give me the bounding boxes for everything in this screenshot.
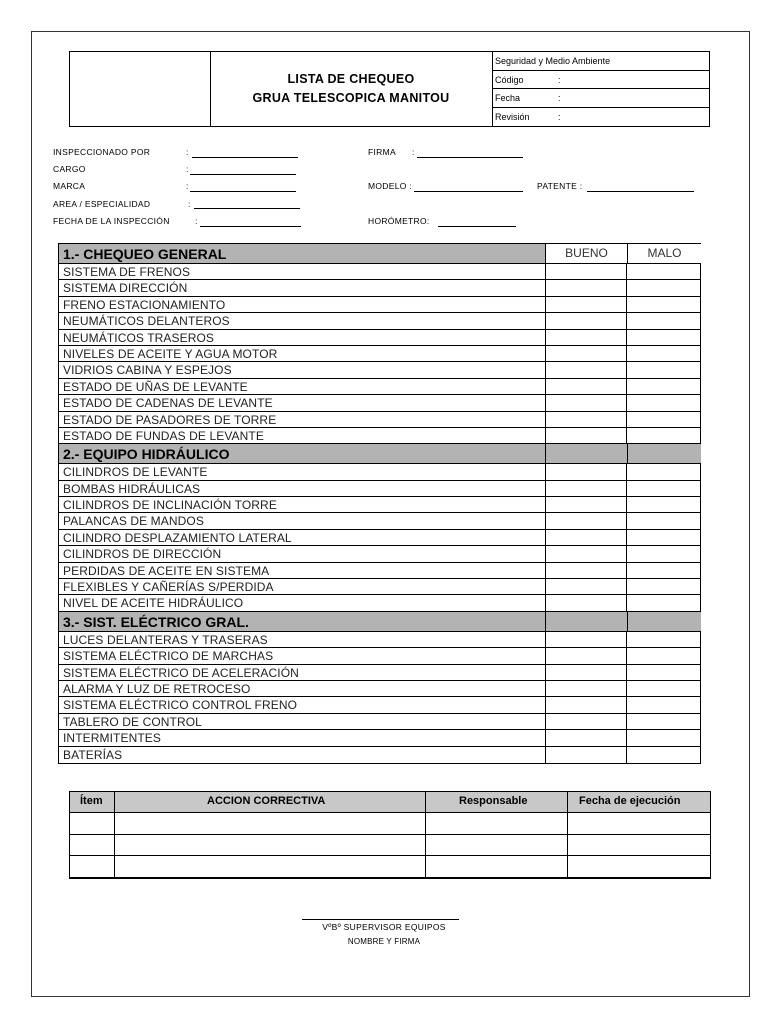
field-horometro[interactable] — [438, 226, 516, 227]
column-malo — [627, 444, 701, 463]
malo-checkbox[interactable] — [626, 330, 701, 345]
checklist-item-label: FLEXIBLES Y CAÑERÍAS S/PERDIDA — [63, 580, 274, 595]
malo-checkbox[interactable] — [626, 497, 701, 512]
checklist-row — [59, 428, 700, 444]
checklist-item-label: SISTEMA ELÉCTRICO DE ACELERACIÓN — [63, 665, 299, 680]
bueno-checkbox[interactable] — [545, 579, 626, 594]
malo-checkbox[interactable] — [626, 648, 701, 663]
bueno-checkbox[interactable] — [545, 595, 626, 610]
malo-checkbox[interactable] — [626, 546, 701, 561]
field-fecha-inspeccion[interactable] — [200, 226, 301, 227]
checklist-item-label: SISTEMA DIRECCIÓN — [63, 281, 188, 296]
malo-checkbox[interactable] — [626, 697, 701, 712]
malo-checkbox[interactable] — [626, 412, 701, 427]
checklist-row — [59, 313, 700, 329]
checklist-row — [59, 412, 700, 428]
checklist-row — [59, 665, 700, 681]
bueno-checkbox[interactable] — [545, 497, 626, 512]
checklist-item-label: CILINDROS DE DIRECCIÓN — [63, 547, 222, 562]
checklist-item-label: ESTADO DE UÑAS DE LEVANTE — [63, 379, 248, 394]
checklist-row — [59, 648, 700, 664]
malo-checkbox[interactable] — [626, 346, 701, 361]
field-area[interactable] — [194, 208, 300, 209]
checklist-item-label: CILINDRO DESPLAZAMIENTO LATERAL — [63, 530, 292, 545]
malo-checkbox[interactable] — [626, 297, 701, 312]
column-malo — [627, 612, 701, 631]
action-table-row[interactable] — [70, 856, 710, 878]
checklist-item-label: NIVELES DE ACEITE Y AGUA MOTOR — [63, 346, 278, 361]
malo-checkbox[interactable] — [626, 595, 701, 610]
title-line-2: GRUA TELESCOPICA MANITOU — [252, 91, 450, 105]
label-horometro: HORÓMETRO: — [368, 216, 430, 226]
checklist-item-label: FRENO ESTACIONAMIENTO — [63, 297, 226, 312]
checklist-row — [59, 714, 700, 730]
malo-checkbox[interactable] — [626, 513, 701, 528]
bueno-checkbox[interactable] — [545, 563, 626, 578]
checklist-item-label: NEUMÁTICOS DELANTEROS — [63, 314, 230, 329]
colon: : — [186, 181, 189, 191]
malo-checkbox[interactable] — [626, 632, 701, 647]
malo-checkbox[interactable] — [626, 714, 701, 729]
column-bueno — [545, 612, 628, 631]
checklist-item-label: TABLERO DE CONTROL — [63, 714, 202, 729]
checklist-row — [59, 330, 700, 346]
bueno-checkbox[interactable] — [545, 648, 626, 663]
column-bueno: BUENO — [545, 244, 628, 263]
checklist-section-header — [59, 244, 700, 264]
malo-checkbox[interactable] — [626, 530, 701, 545]
checklist-section-header — [59, 612, 700, 632]
checklist-item-label: VIDRIOS CABINA Y ESPEJOS — [63, 363, 232, 378]
checklist-row — [59, 297, 700, 313]
meta-department: Seguridad y Medio Ambiente — [492, 52, 709, 71]
header-item: Ítem — [80, 795, 103, 807]
colon: : — [195, 216, 198, 226]
bueno-checkbox[interactable] — [545, 362, 626, 377]
corrective-action-table — [69, 791, 711, 879]
bueno-checkbox[interactable] — [545, 665, 626, 680]
malo-checkbox[interactable] — [626, 481, 701, 496]
header-accion-correctiva: ACCION CORRECTIVA — [207, 795, 326, 807]
bueno-checkbox[interactable] — [545, 330, 626, 345]
field-patente[interactable] — [587, 191, 694, 192]
colon: : — [412, 147, 415, 157]
checklist-row — [59, 632, 700, 648]
checklist-item-label: BOMBAS HIDRÁULICAS — [63, 481, 201, 496]
checklist-item-label: ESTADO DE PASADORES DE TORRE — [63, 412, 277, 427]
bueno-checkbox[interactable] — [545, 313, 626, 328]
header-fecha-ejecucion: Fecha de ejecución — [579, 795, 681, 807]
column-malo: MALO — [627, 244, 701, 263]
label-cargo: CARGO — [53, 164, 86, 174]
checklist-row — [59, 563, 700, 579]
signature-subtitle: NOMBRE Y FIRMA — [347, 937, 421, 946]
bueno-checkbox[interactable] — [545, 428, 626, 443]
checklist-item-label: ESTADO DE FUNDAS DE LEVANTE — [63, 428, 264, 443]
column-divider — [567, 792, 568, 878]
header-responsable: Responsable — [459, 795, 528, 807]
checklist-item-label: SISTEMA ELÉCTRICO DE MARCHAS — [63, 649, 274, 664]
malo-checkbox[interactable] — [626, 665, 701, 680]
column-divider — [114, 792, 115, 878]
label-modelo: MODELO : — [368, 181, 412, 191]
bueno-checkbox[interactable] — [545, 297, 626, 312]
malo-checkbox[interactable] — [626, 395, 701, 410]
label-inspeccionado-por: INSPECCIONADO POR — [53, 147, 151, 157]
checklist-row — [59, 697, 700, 713]
bueno-checkbox[interactable] — [545, 395, 626, 410]
bueno-checkbox[interactable] — [545, 681, 626, 696]
checklist-row — [59, 280, 700, 296]
meta-revision: Revisión : — [495, 111, 561, 122]
malo-checkbox[interactable] — [626, 264, 701, 279]
checklist-row — [59, 264, 700, 280]
section-title: 2.- EQUIPO HIDRÁULICO — [63, 446, 230, 463]
checklist-table — [58, 243, 701, 764]
checklist-row — [59, 497, 700, 513]
checklist-item-label: LUCES DELANTERAS Y TRASERAS — [63, 632, 268, 647]
checklist-section-header — [59, 444, 700, 464]
bueno-checkbox[interactable] — [545, 379, 626, 394]
checklist-item-label: NIVEL DE ACEITE HIDRÁULICO — [63, 596, 244, 611]
checklist-row — [59, 481, 700, 497]
checklist-item-label: CILINDROS DE INCLINACIÓN TORRE — [63, 498, 277, 513]
section-title: 1.- CHEQUEO GENERAL — [63, 246, 227, 262]
checklist-item-label: SISTEMA ELÉCTRICO CONTROL FRENO — [63, 698, 298, 713]
bueno-checkbox[interactable] — [545, 412, 626, 427]
malo-checkbox[interactable] — [626, 681, 701, 696]
colon: : — [188, 199, 191, 209]
checklist-item-label: SISTEMA DE FRENOS — [63, 265, 191, 279]
bueno-checkbox[interactable] — [545, 530, 626, 545]
checklist-row — [59, 530, 700, 546]
field-modelo[interactable] — [414, 191, 523, 192]
colon: : — [186, 147, 189, 157]
label-marca: MARCA — [53, 181, 86, 191]
meta-codigo: Código : — [492, 71, 709, 90]
column-divider — [425, 792, 426, 878]
checklist-item-label: PERDIDAS DE ACEITE EN SISTEMA — [63, 563, 270, 578]
checklist-row — [59, 362, 700, 378]
bueno-checkbox[interactable] — [545, 346, 626, 361]
action-table-row[interactable] — [70, 813, 710, 835]
bueno-checkbox[interactable] — [545, 730, 626, 745]
bueno-checkbox[interactable] — [545, 697, 626, 712]
document-title — [210, 52, 493, 126]
checklist-row — [59, 595, 700, 611]
checklist-item-label: PALANCAS DE MANDOS — [63, 514, 204, 529]
column-bueno — [545, 444, 628, 463]
meta-fecha: Fecha : — [492, 89, 709, 108]
checklist-row — [59, 379, 700, 395]
field-inspeccionado-por[interactable] — [192, 157, 298, 158]
label-patente: PATENTE : — [537, 181, 583, 191]
malo-checkbox[interactable] — [626, 464, 701, 479]
label-area: AREA / ESPECIALIDAD — [53, 199, 151, 209]
bueno-checkbox[interactable] — [545, 264, 626, 279]
signature-line[interactable] — [302, 919, 459, 920]
bueno-checkbox[interactable] — [545, 747, 626, 763]
malo-checkbox[interactable] — [626, 379, 701, 394]
checklist-row — [59, 579, 700, 595]
logo-box — [70, 52, 211, 126]
malo-checkbox[interactable] — [626, 313, 701, 328]
checklist-row — [59, 395, 700, 411]
action-table-header — [70, 792, 710, 813]
checklist-row — [59, 730, 700, 746]
colon: : — [186, 164, 189, 174]
bueno-checkbox[interactable] — [545, 513, 626, 528]
title-line-1: LISTA DE CHEQUEO — [287, 72, 415, 86]
checklist-row — [59, 346, 700, 362]
bueno-checkbox[interactable] — [545, 632, 626, 647]
section-title: 3.- SIST. ELÉCTRICO GRAL. — [63, 613, 249, 630]
header-meta — [492, 52, 709, 126]
checklist-row — [59, 513, 700, 529]
signature-title: VºBº SUPERVISOR EQUIPOS — [322, 922, 446, 932]
label-fecha-inspeccion: FECHA DE LA INSPECCIÓN — [53, 216, 170, 226]
checklist-item-label: ESTADO DE CADENAS DE LEVANTE — [63, 396, 273, 411]
bueno-checkbox[interactable] — [545, 546, 626, 561]
checklist-row — [59, 747, 700, 763]
field-firma[interactable] — [417, 157, 523, 158]
malo-checkbox[interactable] — [626, 563, 701, 578]
checklist-row — [59, 546, 700, 562]
checklist-item-label: BATERÍAS — [63, 747, 123, 762]
malo-checkbox[interactable] — [626, 280, 701, 295]
bueno-checkbox[interactable] — [545, 714, 626, 729]
action-table-row[interactable] — [70, 835, 710, 857]
malo-checkbox[interactable] — [626, 428, 701, 443]
malo-checkbox[interactable] — [626, 579, 701, 594]
checklist-item-label: NEUMÁTICOS TRASEROS — [63, 330, 215, 345]
field-marca[interactable] — [190, 191, 296, 192]
checklist-item-label: CILINDROS DE LEVANTE — [63, 465, 208, 480]
checklist-row — [59, 464, 700, 480]
label-firma: FIRMA — [368, 147, 396, 157]
bueno-checkbox[interactable] — [545, 280, 626, 295]
checklist-item-label: ALARMA Y LUZ DE RETROCESO — [63, 681, 251, 696]
malo-checkbox[interactable] — [626, 362, 701, 377]
document-header — [69, 51, 710, 127]
malo-checkbox[interactable] — [626, 747, 701, 763]
malo-checkbox[interactable] — [626, 730, 701, 745]
field-cargo[interactable] — [190, 174, 296, 175]
checklist-item-label: INTERMITENTES — [63, 731, 161, 746]
checklist-row — [59, 681, 700, 697]
bueno-checkbox[interactable] — [545, 481, 626, 496]
bueno-checkbox[interactable] — [545, 464, 626, 479]
